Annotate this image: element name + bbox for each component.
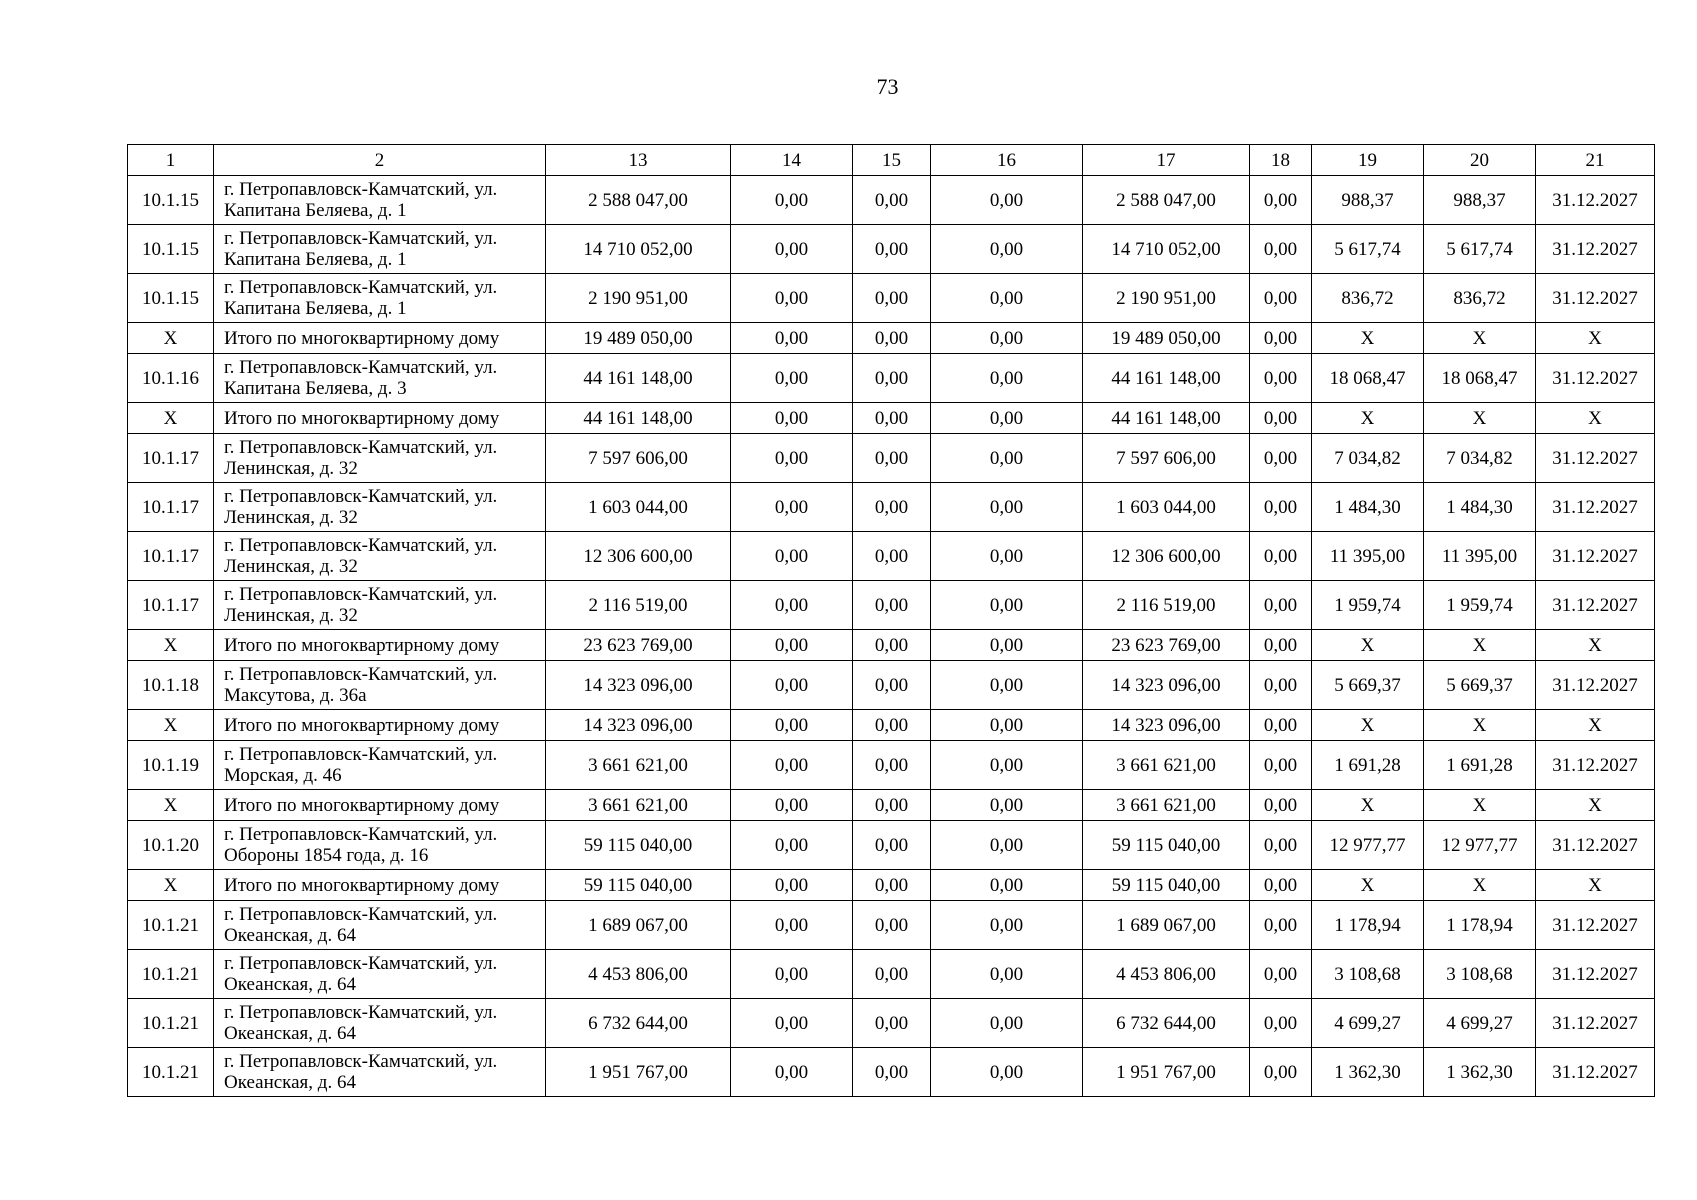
table-cell-col-2: г. Петропавловск-Камчатский, ул. Ленинская, д. 32	[214, 532, 546, 581]
table-cell-col-18: 0,00	[1250, 403, 1312, 434]
table-row	[128, 483, 1655, 532]
table-cell-col-1: Х	[128, 790, 214, 821]
table-cell-col-17: 3 661 621,00	[1083, 790, 1250, 821]
table-cell-col-17: 1 951 767,00	[1083, 1048, 1250, 1097]
table-cell-col-15: 0,00	[853, 790, 931, 821]
table-cell-col-21: 31.12.2027	[1536, 950, 1655, 999]
table-cell-col-1: Х	[128, 710, 214, 741]
table-cell-col-20: Х	[1424, 710, 1536, 741]
table-cell-col-2: г. Петропавловск-Камчатский, ул. Морская, д. 46	[214, 741, 546, 790]
table-cell-col-19: 5 669,37	[1312, 661, 1424, 710]
table-cell-col-20: 1 691,28	[1424, 741, 1536, 790]
table-cell-col-21: 31.12.2027	[1536, 434, 1655, 483]
table-cell-col-17: 3 661 621,00	[1083, 741, 1250, 790]
table-cell-col-16: 0,00	[931, 532, 1083, 581]
table-cell-col-14: 0,00	[731, 870, 853, 901]
table-cell-col-13: 23 623 769,00	[546, 630, 731, 661]
table-cell-col-13: 44 161 148,00	[546, 354, 731, 403]
table-total-row	[128, 403, 1655, 434]
table-cell-col-1: 10.1.18	[128, 661, 214, 710]
table-cell-col-21: Х	[1536, 790, 1655, 821]
table-cell-col-21: 31.12.2027	[1536, 821, 1655, 870]
table-cell-col-2: г. Петропавловск-Камчатский, ул. Океанская, д. 64	[214, 901, 546, 950]
table-cell-col-18: 0,00	[1250, 999, 1312, 1048]
table-cell-col-14: 0,00	[731, 790, 853, 821]
table-total-row	[128, 323, 1655, 354]
table-cell-col-21: 31.12.2027	[1536, 741, 1655, 790]
table-cell-col-19: 3 108,68	[1312, 950, 1424, 999]
table-cell-col-2: г. Петропавловск-Камчатский, ул. Максутова, д. 36а	[214, 661, 546, 710]
table-cell-col-21: Х	[1536, 710, 1655, 741]
table-cell-col-13: 3 661 621,00	[546, 790, 731, 821]
table-cell-col-14: 0,00	[731, 483, 853, 532]
table-cell-col-19: 18 068,47	[1312, 354, 1424, 403]
table-cell-col-13: 44 161 148,00	[546, 403, 731, 434]
table-cell-col-21: 31.12.2027	[1536, 532, 1655, 581]
table-cell-col-18: 0,00	[1250, 225, 1312, 274]
table-cell-col-14: 0,00	[731, 323, 853, 354]
table-cell-col-19: 11 395,00	[1312, 532, 1424, 581]
table-cell-col-15: 0,00	[853, 354, 931, 403]
table-cell-col-18: 0,00	[1250, 581, 1312, 630]
table-row	[128, 901, 1655, 950]
table-cell-col-21: 31.12.2027	[1536, 901, 1655, 950]
table-cell-col-16: 0,00	[931, 870, 1083, 901]
table-cell-col-1: 10.1.15	[128, 274, 214, 323]
table-cell-col-20: 3 108,68	[1424, 950, 1536, 999]
table-row	[128, 532, 1655, 581]
table-cell-col-20: 5 617,74	[1424, 225, 1536, 274]
table-cell-col-1: 10.1.17	[128, 434, 214, 483]
table-cell-col-1: 10.1.15	[128, 225, 214, 274]
table-cell-col-1: 10.1.21	[128, 999, 214, 1048]
table-cell-col-13: 3 661 621,00	[546, 741, 731, 790]
table-cell-col-18: 0,00	[1250, 630, 1312, 661]
table-cell-col-18: 0,00	[1250, 790, 1312, 821]
table-cell-col-17: 14 323 096,00	[1083, 710, 1250, 741]
table-cell-col-21: 31.12.2027	[1536, 1048, 1655, 1097]
table-cell-col-13: 59 115 040,00	[546, 821, 731, 870]
table-cell-col-21: 31.12.2027	[1536, 176, 1655, 225]
table-cell-col-17: 6 732 644,00	[1083, 999, 1250, 1048]
table-cell-col-2: г. Петропавловск-Камчатский, ул. Капитана Беляева, д. 1	[214, 225, 546, 274]
table-cell-col-15: 0,00	[853, 323, 931, 354]
table-cell-col-14: 0,00	[731, 821, 853, 870]
table-cell-col-15: 0,00	[853, 176, 931, 225]
table-cell-col-2: г. Петропавловск-Камчатский, ул. Ленинская, д. 32	[214, 483, 546, 532]
table-cell-col-19: Х	[1312, 403, 1424, 434]
table-cell-col-19: 4 699,27	[1312, 999, 1424, 1048]
table-cell-col-16: 0,00	[931, 661, 1083, 710]
page-number: 73	[876, 74, 899, 99]
table-cell-col-2: г. Петропавловск-Камчатский, ул. Ленинская, д. 32	[214, 434, 546, 483]
table-cell-col-14: 0,00	[731, 999, 853, 1048]
table-row	[128, 661, 1655, 710]
table-cell-col-20: 18 068,47	[1424, 354, 1536, 403]
table-cell-col-19: 1 959,74	[1312, 581, 1424, 630]
table-cell-col-16: 0,00	[931, 176, 1083, 225]
header-cell-col-19: 19	[1312, 145, 1424, 176]
table-cell-col-13: 12 306 600,00	[546, 532, 731, 581]
table-cell-col-21: 31.12.2027	[1536, 274, 1655, 323]
table-cell-col-20: Х	[1424, 870, 1536, 901]
table-cell-col-15: 0,00	[853, 483, 931, 532]
table-cell-col-17: 4 453 806,00	[1083, 950, 1250, 999]
table-cell-col-17: 7 597 606,00	[1083, 434, 1250, 483]
table-cell-col-20: 1 178,94	[1424, 901, 1536, 950]
table-cell-col-20: Х	[1424, 630, 1536, 661]
table-cell-col-14: 0,00	[731, 581, 853, 630]
table-cell-col-17: 59 115 040,00	[1083, 870, 1250, 901]
table-cell-col-18: 0,00	[1250, 274, 1312, 323]
table-cell-col-2: г. Петропавловск-Камчатский, ул. Капитана Беляева, д. 1	[214, 274, 546, 323]
table-cell-col-1: 10.1.21	[128, 1048, 214, 1097]
header-cell-col-21: 21	[1536, 145, 1655, 176]
table-cell-col-1: 10.1.17	[128, 532, 214, 581]
table-cell-col-13: 1 951 767,00	[546, 1048, 731, 1097]
header-cell-col-18: 18	[1250, 145, 1312, 176]
table-cell-col-16: 0,00	[931, 630, 1083, 661]
table-cell-col-15: 0,00	[853, 532, 931, 581]
table-cell-col-21: 31.12.2027	[1536, 225, 1655, 274]
table-cell-col-20: Х	[1424, 403, 1536, 434]
table-cell-col-19: Х	[1312, 710, 1424, 741]
table-cell-col-18: 0,00	[1250, 434, 1312, 483]
table-row	[128, 821, 1655, 870]
table-cell-col-1: 10.1.21	[128, 901, 214, 950]
table-cell-col-20: 4 699,27	[1424, 999, 1536, 1048]
table-cell-col-16: 0,00	[931, 710, 1083, 741]
table-cell-col-15: 0,00	[853, 1048, 931, 1097]
table-cell-col-14: 0,00	[731, 176, 853, 225]
table-cell-col-14: 0,00	[731, 630, 853, 661]
table-cell-col-2: г. Петропавловск-Камчатский, ул. Обороны 1854 года, д. 16	[214, 821, 546, 870]
table-cell-col-15: 0,00	[853, 950, 931, 999]
table-cell-col-20: 1 959,74	[1424, 581, 1536, 630]
table-cell-col-20: Х	[1424, 790, 1536, 821]
table-cell-col-13: 59 115 040,00	[546, 870, 731, 901]
table-cell-col-15: 0,00	[853, 901, 931, 950]
table-cell-col-14: 0,00	[731, 532, 853, 581]
table-cell-col-18: 0,00	[1250, 354, 1312, 403]
table-cell-col-15: 0,00	[853, 821, 931, 870]
table-cell-col-21: 31.12.2027	[1536, 661, 1655, 710]
table-cell-col-21: Х	[1536, 403, 1655, 434]
table-cell-col-16: 0,00	[931, 821, 1083, 870]
table-cell-col-18: 0,00	[1250, 1048, 1312, 1097]
table-cell-col-20: Х	[1424, 323, 1536, 354]
table-total-row	[128, 870, 1655, 901]
table-cell-col-16: 0,00	[931, 790, 1083, 821]
table-cell-col-18: 0,00	[1250, 532, 1312, 581]
table-cell-col-19: 836,72	[1312, 274, 1424, 323]
table-cell-col-20: 7 034,82	[1424, 434, 1536, 483]
header-cell-col-14: 14	[731, 145, 853, 176]
table-cell-col-18: 0,00	[1250, 483, 1312, 532]
table-cell-col-2: Итого по многоквартирному дому	[214, 790, 546, 821]
table-cell-col-18: 0,00	[1250, 901, 1312, 950]
table-cell-col-19: 1 362,30	[1312, 1048, 1424, 1097]
table-cell-col-19: 12 977,77	[1312, 821, 1424, 870]
table-cell-col-1: 10.1.19	[128, 741, 214, 790]
table-row	[128, 354, 1655, 403]
table-cell-col-13: 1 603 044,00	[546, 483, 731, 532]
table-cell-col-17: 1 689 067,00	[1083, 901, 1250, 950]
table-cell-col-2: Итого по многоквартирному дому	[214, 710, 546, 741]
table-row	[128, 434, 1655, 483]
table-cell-col-2: г. Петропавловск-Камчатский, ул. Капитана Беляева, д. 1	[214, 176, 546, 225]
table-cell-col-2: г. Петропавловск-Камчатский, ул. Океанская, д. 64	[214, 950, 546, 999]
table-cell-col-19: 5 617,74	[1312, 225, 1424, 274]
table-cell-col-17: 12 306 600,00	[1083, 532, 1250, 581]
table-cell-col-14: 0,00	[731, 901, 853, 950]
table-cell-col-21: Х	[1536, 870, 1655, 901]
table-cell-col-2: г. Петропавловск-Камчатский, ул. Океанская, д. 64	[214, 999, 546, 1048]
table-cell-col-13: 7 597 606,00	[546, 434, 731, 483]
table-cell-col-1: Х	[128, 870, 214, 901]
table-cell-col-16: 0,00	[931, 1048, 1083, 1097]
table-row	[128, 581, 1655, 630]
table-cell-col-19: 1 484,30	[1312, 483, 1424, 532]
table-cell-col-15: 0,00	[853, 999, 931, 1048]
table-cell-col-17: 44 161 148,00	[1083, 403, 1250, 434]
table-cell-col-13: 14 323 096,00	[546, 710, 731, 741]
table-cell-col-14: 0,00	[731, 741, 853, 790]
table-cell-col-16: 0,00	[931, 483, 1083, 532]
table-cell-col-1: Х	[128, 323, 214, 354]
table-cell-col-2: г. Петропавловск-Камчатский, ул. Ленинская, д. 32	[214, 581, 546, 630]
header-cell-col-2: 2	[214, 145, 546, 176]
table-cell-col-17: 44 161 148,00	[1083, 354, 1250, 403]
table-total-row	[128, 710, 1655, 741]
table-cell-col-13: 2 588 047,00	[546, 176, 731, 225]
table-cell-col-16: 0,00	[931, 741, 1083, 790]
table-cell-col-2: Итого по многоквартирному дому	[214, 403, 546, 434]
table-cell-col-17: 19 489 050,00	[1083, 323, 1250, 354]
table-cell-col-1: 10.1.20	[128, 821, 214, 870]
table-cell-col-14: 0,00	[731, 434, 853, 483]
table-cell-col-21: 31.12.2027	[1536, 999, 1655, 1048]
table-total-row	[128, 630, 1655, 661]
table-cell-col-14: 0,00	[731, 710, 853, 741]
table-cell-col-1: 10.1.21	[128, 950, 214, 999]
table-cell-col-20: 12 977,77	[1424, 821, 1536, 870]
header-cell-col-16: 16	[931, 145, 1083, 176]
table-cell-col-15: 0,00	[853, 870, 931, 901]
table-cell-col-21: Х	[1536, 323, 1655, 354]
table-cell-col-19: Х	[1312, 323, 1424, 354]
table-cell-col-17: 59 115 040,00	[1083, 821, 1250, 870]
table-cell-col-18: 0,00	[1250, 176, 1312, 225]
table-cell-col-21: 31.12.2027	[1536, 483, 1655, 532]
table-row	[128, 741, 1655, 790]
table-cell-col-16: 0,00	[931, 274, 1083, 323]
table-cell-col-13: 14 323 096,00	[546, 661, 731, 710]
table-cell-col-18: 0,00	[1250, 661, 1312, 710]
table-cell-col-16: 0,00	[931, 323, 1083, 354]
table-cell-col-13: 1 689 067,00	[546, 901, 731, 950]
table-cell-col-20: 1 484,30	[1424, 483, 1536, 532]
table-cell-col-16: 0,00	[931, 225, 1083, 274]
table-cell-col-18: 0,00	[1250, 821, 1312, 870]
table-cell-col-1: 10.1.16	[128, 354, 214, 403]
header-cell-col-15: 15	[853, 145, 931, 176]
table-cell-col-17: 2 116 519,00	[1083, 581, 1250, 630]
table-cell-col-17: 1 603 044,00	[1083, 483, 1250, 532]
table-cell-col-15: 0,00	[853, 710, 931, 741]
table-row	[128, 225, 1655, 274]
table-row	[128, 1048, 1655, 1097]
table-cell-col-14: 0,00	[731, 274, 853, 323]
table-cell-col-20: 836,72	[1424, 274, 1536, 323]
table-cell-col-19: Х	[1312, 870, 1424, 901]
table-cell-col-19: 1 691,28	[1312, 741, 1424, 790]
table-row	[128, 950, 1655, 999]
table-cell-col-1: Х	[128, 630, 214, 661]
table-cell-col-18: 0,00	[1250, 950, 1312, 999]
table-cell-col-16: 0,00	[931, 950, 1083, 999]
table-cell-col-1: 10.1.15	[128, 176, 214, 225]
header-cell-col-1: 1	[128, 145, 214, 176]
table-cell-col-17: 14 710 052,00	[1083, 225, 1250, 274]
table-cell-col-20: 5 669,37	[1424, 661, 1536, 710]
table-cell-col-19: 988,37	[1312, 176, 1424, 225]
table-cell-col-14: 0,00	[731, 354, 853, 403]
table-cell-col-16: 0,00	[931, 901, 1083, 950]
header-cell-col-13: 13	[546, 145, 731, 176]
table-cell-col-20: 1 362,30	[1424, 1048, 1536, 1097]
table-cell-col-15: 0,00	[853, 661, 931, 710]
table-cell-col-19: Х	[1312, 790, 1424, 821]
table-cell-col-2: Итого по многоквартирному дому	[214, 323, 546, 354]
table-row	[128, 274, 1655, 323]
table-cell-col-21: Х	[1536, 630, 1655, 661]
table-cell-col-20: 11 395,00	[1424, 532, 1536, 581]
table-cell-col-17: 14 323 096,00	[1083, 661, 1250, 710]
table-cell-col-21: 31.12.2027	[1536, 581, 1655, 630]
table-cell-col-13: 4 453 806,00	[546, 950, 731, 999]
table-cell-col-18: 0,00	[1250, 323, 1312, 354]
data-table	[127, 144, 1655, 1097]
table-cell-col-17: 2 190 951,00	[1083, 274, 1250, 323]
header-cell-col-17: 17	[1083, 145, 1250, 176]
table-cell-col-2: Итого по многоквартирному дому	[214, 870, 546, 901]
table-cell-col-1: 10.1.17	[128, 483, 214, 532]
table-cell-col-14: 0,00	[731, 661, 853, 710]
table-cell-col-19: 1 178,94	[1312, 901, 1424, 950]
table-cell-col-15: 0,00	[853, 225, 931, 274]
table-cell-col-13: 6 732 644,00	[546, 999, 731, 1048]
table-cell-col-1: 10.1.17	[128, 581, 214, 630]
table-cell-col-14: 0,00	[731, 950, 853, 999]
table-cell-col-16: 0,00	[931, 354, 1083, 403]
table-cell-col-18: 0,00	[1250, 741, 1312, 790]
table-cell-col-1: Х	[128, 403, 214, 434]
table-cell-col-14: 0,00	[731, 1048, 853, 1097]
table-cell-col-14: 0,00	[731, 225, 853, 274]
table-cell-col-14: 0,00	[731, 403, 853, 434]
table-cell-col-16: 0,00	[931, 581, 1083, 630]
table-cell-col-15: 0,00	[853, 274, 931, 323]
table-cell-col-15: 0,00	[853, 581, 931, 630]
table-cell-col-13: 19 489 050,00	[546, 323, 731, 354]
table-total-row	[128, 790, 1655, 821]
table-cell-col-17: 23 623 769,00	[1083, 630, 1250, 661]
table-cell-col-17: 2 588 047,00	[1083, 176, 1250, 225]
table-cell-col-21: 31.12.2027	[1536, 354, 1655, 403]
table-cell-col-18: 0,00	[1250, 870, 1312, 901]
table-cell-col-15: 0,00	[853, 630, 931, 661]
table-cell-col-20: 988,37	[1424, 176, 1536, 225]
table-row	[128, 176, 1655, 225]
table-cell-col-15: 0,00	[853, 741, 931, 790]
table-cell-col-13: 14 710 052,00	[546, 225, 731, 274]
table-cell-col-2: Итого по многоквартирному дому	[214, 630, 546, 661]
header-cell-col-20: 20	[1424, 145, 1536, 176]
table-row	[128, 999, 1655, 1048]
table-cell-col-16: 0,00	[931, 403, 1083, 434]
table-cell-col-13: 2 190 951,00	[546, 274, 731, 323]
table-cell-col-18: 0,00	[1250, 710, 1312, 741]
table-cell-col-16: 0,00	[931, 434, 1083, 483]
table-cell-col-19: Х	[1312, 630, 1424, 661]
table-header-row	[128, 145, 1655, 176]
table-cell-col-2: г. Петропавловск-Камчатский, ул. Капитана Беляева, д. 3	[214, 354, 546, 403]
table-cell-col-16: 0,00	[931, 999, 1083, 1048]
table-cell-col-13: 2 116 519,00	[546, 581, 731, 630]
table-cell-col-15: 0,00	[853, 403, 931, 434]
table-cell-col-19: 7 034,82	[1312, 434, 1424, 483]
table-cell-col-15: 0,00	[853, 434, 931, 483]
table-cell-col-2: г. Петропавловск-Камчатский, ул. Океанская, д. 64	[214, 1048, 546, 1097]
